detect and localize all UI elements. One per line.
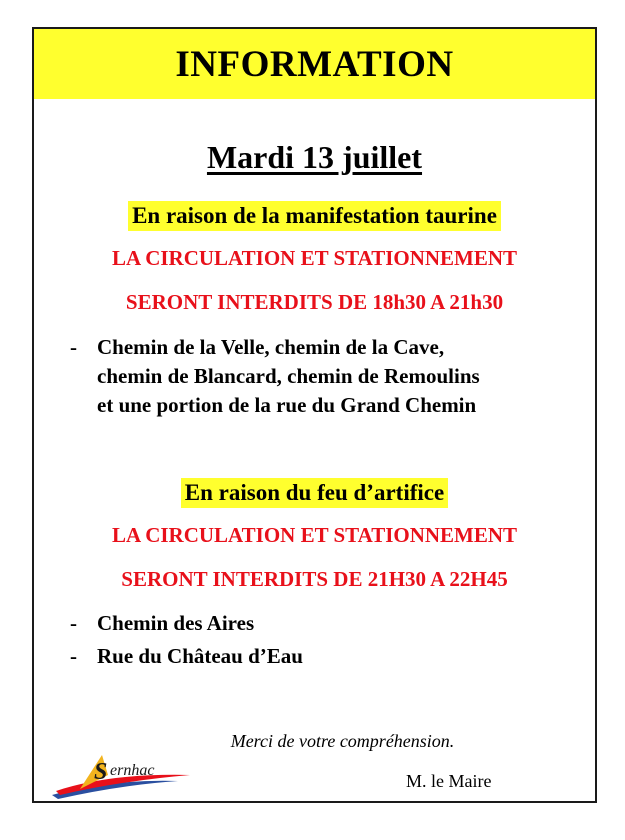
section-1-street-list — [70, 333, 590, 420]
list-item — [70, 362, 590, 391]
list-dash: - — [70, 335, 77, 359]
title-banner — [34, 29, 595, 99]
section-2-restriction-line2: SERONT INTERDITS DE 21H30 A 22H45 — [121, 567, 508, 591]
section-2-reason-wrap — [34, 478, 595, 508]
street-text: Chemin des Aires — [97, 611, 255, 635]
street-text: et une portion de la rue du Grand Chemin — [97, 393, 477, 417]
logo-wordmark: ernhac — [110, 762, 155, 779]
section-1-restriction-line1: LA CIRCULATION ET STATIONNEMENT — [111, 246, 518, 270]
town-logo — [50, 751, 200, 801]
street-text: Chemin de la Velle, chemin de la Cave, — [97, 335, 445, 359]
list-item — [70, 609, 590, 638]
logo-s-letter: S — [94, 759, 108, 785]
section-2-restriction-line1: LA CIRCULATION ET STATIONNEMENT — [111, 523, 518, 547]
event-date: Mardi 13 juillet — [206, 139, 423, 175]
list-item — [70, 391, 590, 420]
notice-frame — [32, 27, 597, 803]
list-dash: - — [70, 644, 77, 668]
section-1-reason-wrap — [34, 201, 595, 231]
street-text: Rue du Château d’Eau — [97, 644, 303, 668]
list-dash: - — [70, 611, 77, 635]
section-2-street-list — [70, 609, 590, 671]
street-text: chemin de Blancard, chemin de Remoulins — [97, 364, 480, 388]
list-dash-spacer — [70, 391, 97, 420]
section-1-restriction-line2: SERONT INTERDITS DE 18h30 A 21h30 — [125, 290, 504, 314]
page-title: INFORMATION — [175, 43, 454, 85]
thanks-note: Merci de votre compréhension. — [230, 731, 455, 751]
signature: M. le Maire — [406, 771, 492, 791]
section-2-reason: En raison du feu d’artifice — [181, 478, 448, 508]
section-1-reason: En raison de la manifestation taurine — [128, 201, 501, 231]
list-item — [70, 642, 590, 671]
list-item — [70, 333, 590, 362]
list-dash-spacer — [70, 362, 97, 391]
